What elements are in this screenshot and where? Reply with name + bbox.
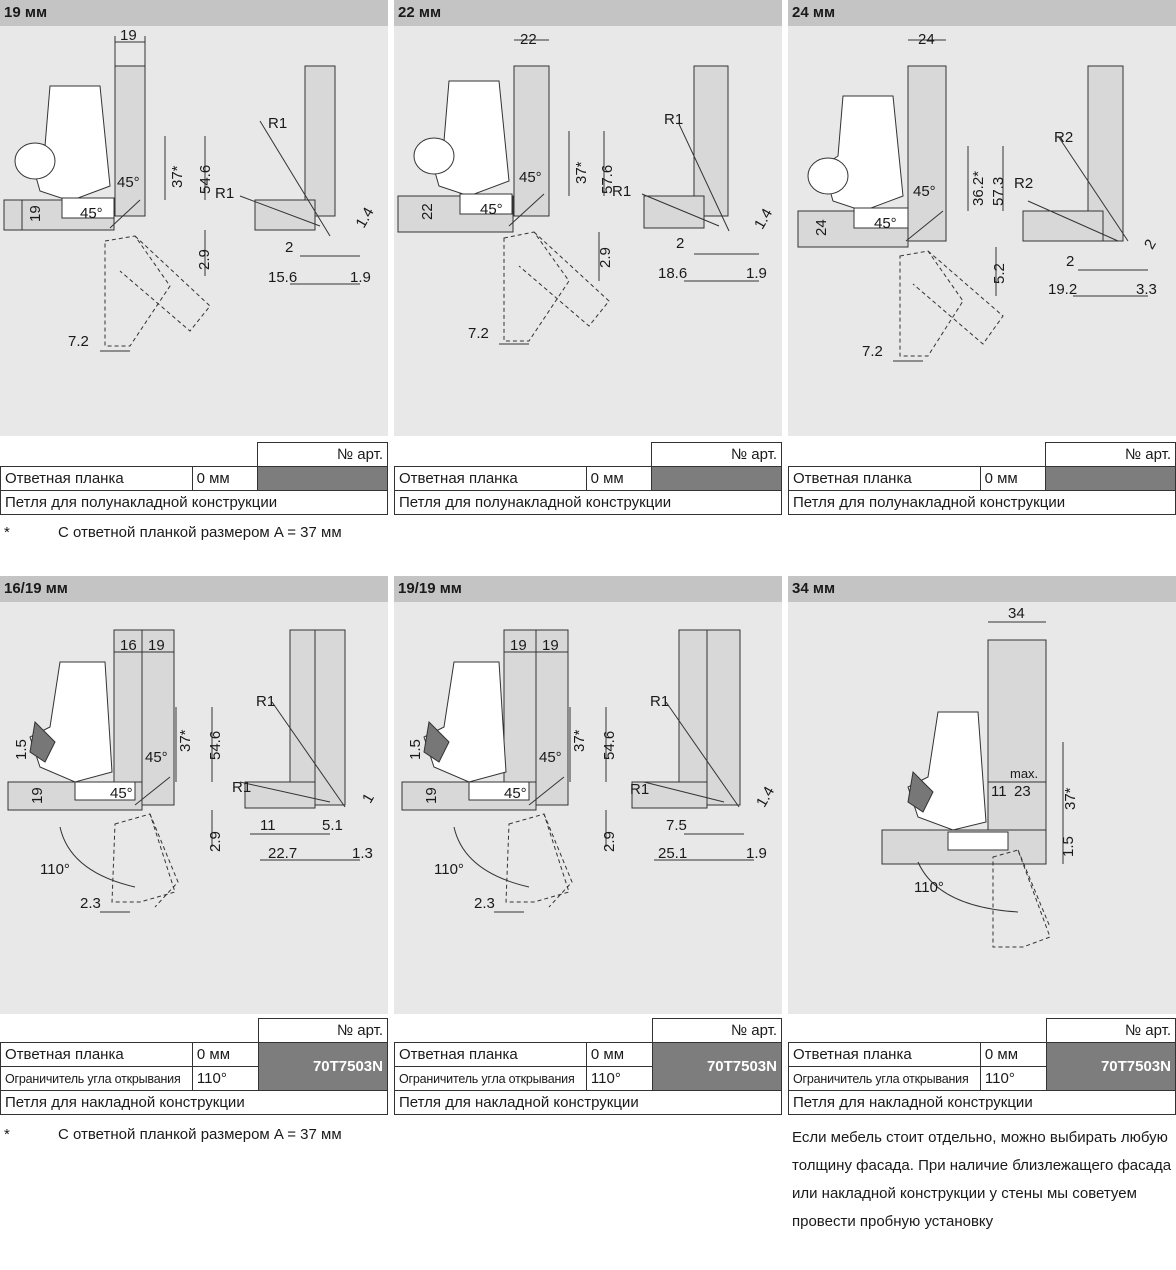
panel-22mm: [394, 0, 782, 522]
dim-label: R2: [1054, 129, 1074, 146]
hinge-type: Петля для полунакладной конструкции: [1, 491, 388, 515]
dim-label: 11: [991, 783, 1007, 800]
strike-plate-label: Ответная планка: [395, 1043, 587, 1067]
dim-label: 1.4: [750, 205, 777, 233]
dim-label: 24: [813, 219, 830, 236]
footnote-a37: [4, 1122, 384, 1176]
dim-label: 2: [285, 239, 294, 256]
dim-label: 110°: [434, 861, 464, 878]
dim-label: 11: [260, 817, 276, 834]
art-no-label: № арт.: [652, 1019, 781, 1043]
dim-label: 23: [1014, 783, 1031, 800]
article-code: 70T7503N: [258, 1043, 387, 1091]
dim-label: 19: [148, 637, 165, 654]
dim-label: R1: [650, 693, 670, 710]
strike-plate-value: 0 мм: [980, 1043, 1046, 1067]
dim-label: 19.2: [1048, 281, 1078, 298]
strike-plate-label: Ответная планка: [395, 467, 587, 491]
hinge-drawing: [0, 602, 388, 1014]
dim-label: 45°: [110, 785, 133, 802]
dim-label: 1.4: [752, 783, 779, 811]
dim-label: 2: [676, 235, 685, 252]
footnote-text: С ответной планкой размером A = 37 мм: [58, 524, 342, 541]
dim-label: 15.6: [268, 269, 298, 286]
panel-title: 19/19 мм: [394, 576, 782, 602]
hinge-drawing: [788, 602, 1176, 1014]
article-code: 70T7503N: [652, 1043, 781, 1091]
strike-plate-label: Ответная планка: [789, 467, 981, 491]
article-code: [258, 467, 388, 491]
dim-label: R1: [664, 111, 684, 128]
footnote-marker: *: [4, 524, 10, 541]
dim-label: R1: [215, 185, 235, 202]
panel-title: 19 мм: [0, 0, 388, 26]
dim-label: R1: [612, 183, 632, 200]
strike-plate-value: 0 мм: [586, 467, 652, 491]
dim-label: 5.2: [991, 263, 1008, 284]
dim-label: 1.4: [352, 204, 378, 232]
hinge-cup: [15, 143, 55, 179]
panel-title: 16/19 мм: [0, 576, 388, 602]
dim-label: 2.9: [207, 831, 224, 852]
dim-label: 45°: [913, 183, 936, 200]
dim-label: 37*: [573, 161, 590, 184]
footnote-text: С ответной планкой размером A = 37 мм: [58, 1126, 342, 1143]
dim-label: 54.6: [197, 164, 214, 194]
dim-label: 37*: [1062, 787, 1079, 810]
spec-table: [0, 442, 388, 515]
strike-plate-label: Ответная планка: [1, 467, 193, 491]
hinge-arm: [30, 86, 110, 201]
dim-label: 1: [358, 790, 378, 807]
strike-plate-label: Ответная планка: [789, 1043, 981, 1067]
dim-label: 22.7: [268, 845, 298, 862]
dim-label: 1.5: [407, 739, 424, 760]
dim-label: 19: [423, 787, 440, 804]
strike-plate-value: 0 мм: [192, 467, 258, 491]
panel-16-19mm: [0, 576, 388, 1122]
spec-table: [788, 442, 1176, 515]
dim-label: 19: [542, 637, 559, 654]
dim-label: 54.6: [207, 730, 224, 760]
dim-label: 2.9: [597, 247, 614, 268]
hinge-type: Петля для полунакладной конструкции: [789, 491, 1176, 515]
dim-label: 2.9: [601, 831, 618, 852]
angle-limiter-label: Ограничитель угла открывания: [1, 1067, 193, 1091]
dim-label: max.: [1010, 766, 1039, 781]
dim-label: 57.3: [990, 176, 1007, 206]
dim-label: 1.9: [746, 845, 767, 862]
dim-label: 1.9: [350, 269, 371, 286]
dim-label: 19: [27, 205, 44, 222]
door-section: [305, 66, 335, 216]
dim-label: R1: [232, 779, 252, 796]
dim-label: 45°: [519, 169, 542, 186]
strike-plate-label: Ответная планка: [1, 1043, 193, 1067]
panel-19-19mm: [394, 576, 782, 1122]
dim-label: R1: [630, 781, 650, 798]
hinge-type: Петля для накладной конструкции: [789, 1091, 1176, 1115]
dim-label: R2: [1014, 175, 1034, 192]
dim-label: 1.5: [1060, 836, 1077, 857]
dim-label: 7.2: [68, 333, 89, 350]
dim-label: 7.5: [666, 817, 687, 834]
dim-label: 2.3: [474, 895, 495, 912]
dim-label: 2.9: [196, 249, 213, 270]
dim-label: 7.2: [468, 325, 489, 342]
dim-label: 57.6: [599, 164, 616, 194]
spec-table: [394, 442, 782, 515]
dim-label: 34: [1008, 605, 1025, 622]
dim-label: 25.1: [658, 845, 688, 862]
dim-label: 37*: [571, 729, 588, 752]
door-panel: [115, 66, 145, 216]
art-no-label: № арт.: [258, 443, 388, 467]
dim-label: 22: [520, 31, 537, 48]
article-code: [1046, 467, 1176, 491]
dim-label: 19: [510, 637, 527, 654]
hinge-type: Петля для накладной конструкции: [395, 1091, 782, 1115]
art-no-label: № арт.: [258, 1019, 387, 1043]
panel-34mm: [788, 576, 1176, 1122]
strike-plate-value: 0 мм: [586, 1043, 652, 1067]
dim-label: 36.2*: [970, 170, 987, 206]
angle-limiter-label: Ограничитель угла открывания: [395, 1067, 587, 1091]
dim-label: 24: [918, 31, 935, 48]
dim-label: 2.3: [80, 895, 101, 912]
dim-label: 16: [120, 637, 137, 654]
strike-plate-value: 0 мм: [192, 1043, 258, 1067]
panel-title: 24 мм: [788, 0, 1176, 26]
dim-label: 45°: [504, 785, 527, 802]
spec-table: [394, 1018, 782, 1115]
panel-24mm: [788, 0, 1176, 522]
dim-label: 1.5: [13, 739, 30, 760]
panel-19mm: [0, 0, 388, 522]
art-no-label: № арт.: [1046, 443, 1176, 467]
dim-label: 37*: [177, 729, 194, 752]
panel-title: 22 мм: [394, 0, 782, 26]
dim-label: 45°: [874, 215, 897, 232]
angle-limiter-label: Ограничитель угла открывания: [789, 1067, 981, 1091]
footnote-a37: [4, 520, 384, 574]
dim-label: 5.1: [322, 817, 343, 834]
dim-label: 22: [419, 203, 436, 220]
freestanding-note: Если мебель стоит отдельно, можно выбирать любую толщину фасада. При наличие близлежащего фасада или накладной конструкции у стены мы советуем провести пробную установку: [792, 1129, 1172, 1230]
angle-limiter-value: 110°: [586, 1067, 652, 1091]
dim-label: 37*: [169, 165, 186, 188]
strike-plate-value: 0 мм: [980, 467, 1046, 491]
dim-label: 2: [1066, 253, 1075, 270]
dim-label: 110°: [40, 861, 70, 878]
article-code: [652, 467, 782, 491]
dim-label: 45°: [539, 749, 562, 766]
angle-limiter-value: 110°: [192, 1067, 258, 1091]
dim-label: 1.3: [352, 845, 373, 862]
hinge-type: Петля для полунакладной конструкции: [395, 491, 782, 515]
panel-title: 34 мм: [788, 576, 1176, 602]
angle-limiter-value: 110°: [980, 1067, 1046, 1091]
dim-label: 45°: [480, 201, 503, 218]
dim-label: 19: [120, 27, 137, 44]
dim-label: 54.6: [601, 730, 618, 760]
dim-label: R1: [268, 115, 288, 132]
article-code: 70T7503N: [1046, 1043, 1175, 1091]
dim-label: 3.3: [1136, 281, 1157, 298]
hinge-drawing: [0, 26, 388, 436]
dim-label: R1: [256, 693, 276, 710]
art-no-label: № арт.: [1046, 1019, 1175, 1043]
spec-table: [788, 1018, 1176, 1115]
dim-label: 45°: [80, 205, 103, 222]
dim-label: 45°: [117, 174, 140, 191]
hinge-drawing: [394, 602, 782, 1014]
hinge-type: Петля для накладной конструкции: [1, 1091, 388, 1115]
spec-table: [0, 1018, 388, 1115]
hinge-drawing: [788, 26, 1176, 436]
dim-label: 7.2: [862, 343, 883, 360]
art-no-label: № арт.: [652, 443, 782, 467]
footnote-marker: *: [4, 1126, 10, 1143]
dim-label: 45°: [145, 749, 168, 766]
dim-label: 18.6: [658, 265, 688, 282]
dim-label: 110°: [914, 879, 944, 896]
dim-label: 2: [1140, 236, 1160, 253]
dim-label: 19: [29, 787, 46, 804]
dim-label: 1.9: [746, 265, 767, 282]
hinge-drawing: [394, 26, 782, 436]
